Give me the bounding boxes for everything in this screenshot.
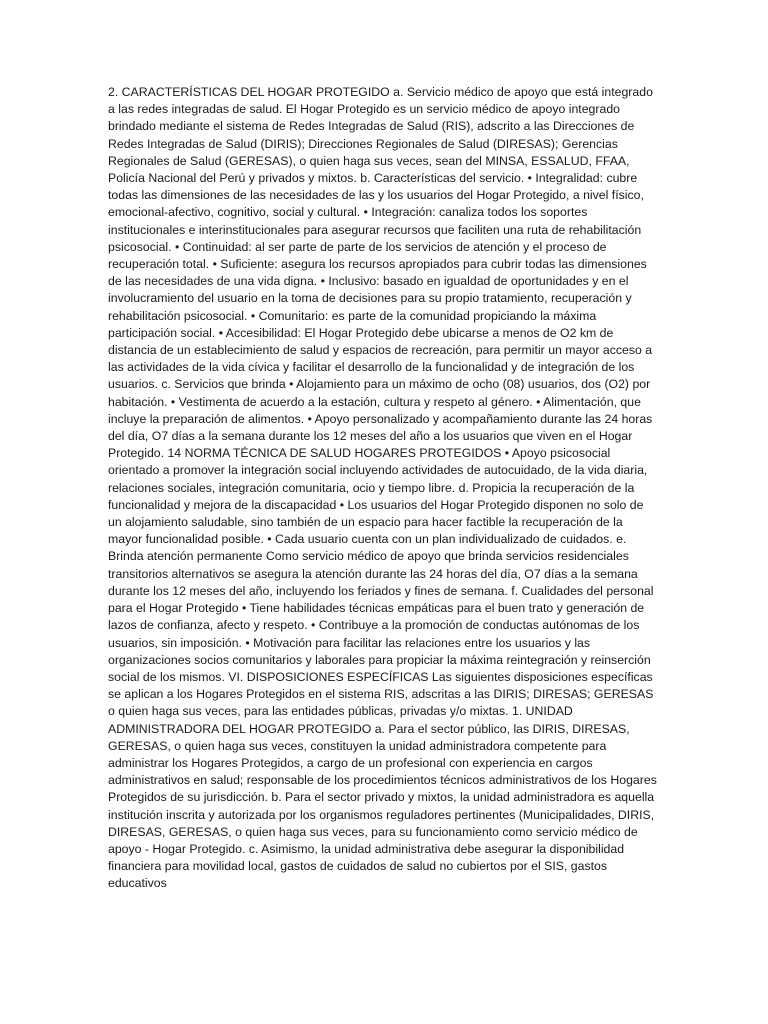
document-body-text: 2. CARACTERÍSTICAS DEL HOGAR PROTEGIDO a. Servicio médico de apoyo que está integrado a las redes integradas de salud. El Hogar Protegido es un servicio médico de apoyo integrado brindado mediante el sistema de Redes Integradas de Salud (RIS), adscrito a las Direcciones de Redes Integradas de Salud (DIRIS); Direcciones Regionales de Salud (DIRESAS); Gerencias Regionales de Salud (GERESAS), o quien haga sus veces, sean del MINSA, ESSALUD, FFAA, Policía Nacional del Perú y privados y mixtos. b. Características del servicio. • Integralidad: cubre todas las dimensiones de las necesidades de las y los usuarios del Hogar Protegido, a nivel físico, emocional-afectivo, cognitivo, social y cultural. • Integración: canaliza todos los soportes institucionales e interinstitucionales para asegurar recursos que faciliten una ruta de rehabilitación psicosocial. • Continuidad: al ser parte de parte de los servicios de atención y el proceso de recuperación total. • Suficiente: asegura los recursos apropiados para cubrir todas las dimensiones de las necesidades de una vida digna. • Inclusivo: basado en igualdad de oportunidades y en el involucramiento del usuario en la toma de decisiones para su propio tratamiento, recuperación y rehabilitación psicosocial. • Comunitario: es parte de la comunidad propiciando la máxima participación social. • Accesibilidad: El Hogar Protegido debe ubicarse a menos de O2 km de distancia de un establecimiento de salud y espacios de recreación, para permitir un mayor acceso a las actividades de la vida cívica y facilitar el desarrollo de la funcionalidad y de integración de los usuarios. c. Servicios que brinda • Alojamiento para un máximo de ocho (08) usuarios, dos (O2) por habitación. • Vestimenta de acuerdo a la estación, cultura y respeto al género. • Alimentación, que incluye la preparación de alimentos. • Apoyo personalizado y acompañamiento durante las 24 horas del día, O7 días a la semana durante los 12 meses del año a los usuarios que viven en el Hogar Protegido. 14 NORMA TÉCNICA DE SALUD HOGARES PROTEGIDOS • Apoyo psicosocial orientado a promover la integración social incluyendo actividades de autocuidado, de la vida diaria, relaciones sociales, integración comunitaria, ocio y tiempo libre. d. Propicia la recuperación de la funcionalidad y mejora de la discapacidad • Los usuarios del Hogar Protegido disponen no solo de un alojamiento saludable, sino también de un espacio para hacer factible la recuperación de la mayor funcionalidad posible. • Cada usuario cuenta con un plan individualizado de cuidados. e. Brinda atención permanente Como servicio médico de apoyo que brinda servicios residenciales transitorios alternativos se asegura la atención durante las 24 horas del día, O7 días a la semana durante los 12 meses del año, incluyendo los feriados y fines de semana. f. Cualidades del personal para el Hogar Protegido • Tiene habilidades técnicas empáticas para el buen trato y generación de lazos de confianza, afecto y respeto. • Contribuye a la promoción de conductas autónomas de los usuarios, sin imposición. • Motivación para facilitar las relaciones entre los usuarios y las organizaciones socios comunitarios y laborales para propiciar la máxima reintegración y reinserción social de los mismos. VI. DISPOSICIONES ESPECÍFICAS Las siguientes disposiciones específicas se aplican a los Hogares Protegidos en el sistema RIS, adscritas a las DIRIS; DIRESAS; GERESAS o quien haga sus veces, para las entidades públicas, privadas y/o mixtas. 1. UNIDAD ADMINISTRADORA DEL HOGAR PROTEGIDO a. Para el sector público, las DIRIS, DIRESAS, GERESAS, o quien haga sus veces, constituyen la unidad administradora competente para administrar los Hogares Protegidos, a cargo de un profesional con experiencia en cargos administrativos en salud; responsable de los procedimientos técnicos administrativos de los Hogares Protegidos de su jurisdicción. b. Para el sector privado y mixtos, la unidad administradora es aquella institución inscrita y autorizada por los organismos reguladores pertinentes (Municipalidades, DIRIS, DIRESAS, GERESAS, o quien haga sus veces, para su funcionamiento como servicio médico de apoyo - Hogar Protegido. c. Asimismo, la unidad administrativa debe asegurar la disponibilidad financiera para movilidad local, gastos de cuidados de salud no cubiertos por el SIS, gastos educativos — [108, 85, 657, 891]
document-page — [108, 84, 660, 944]
